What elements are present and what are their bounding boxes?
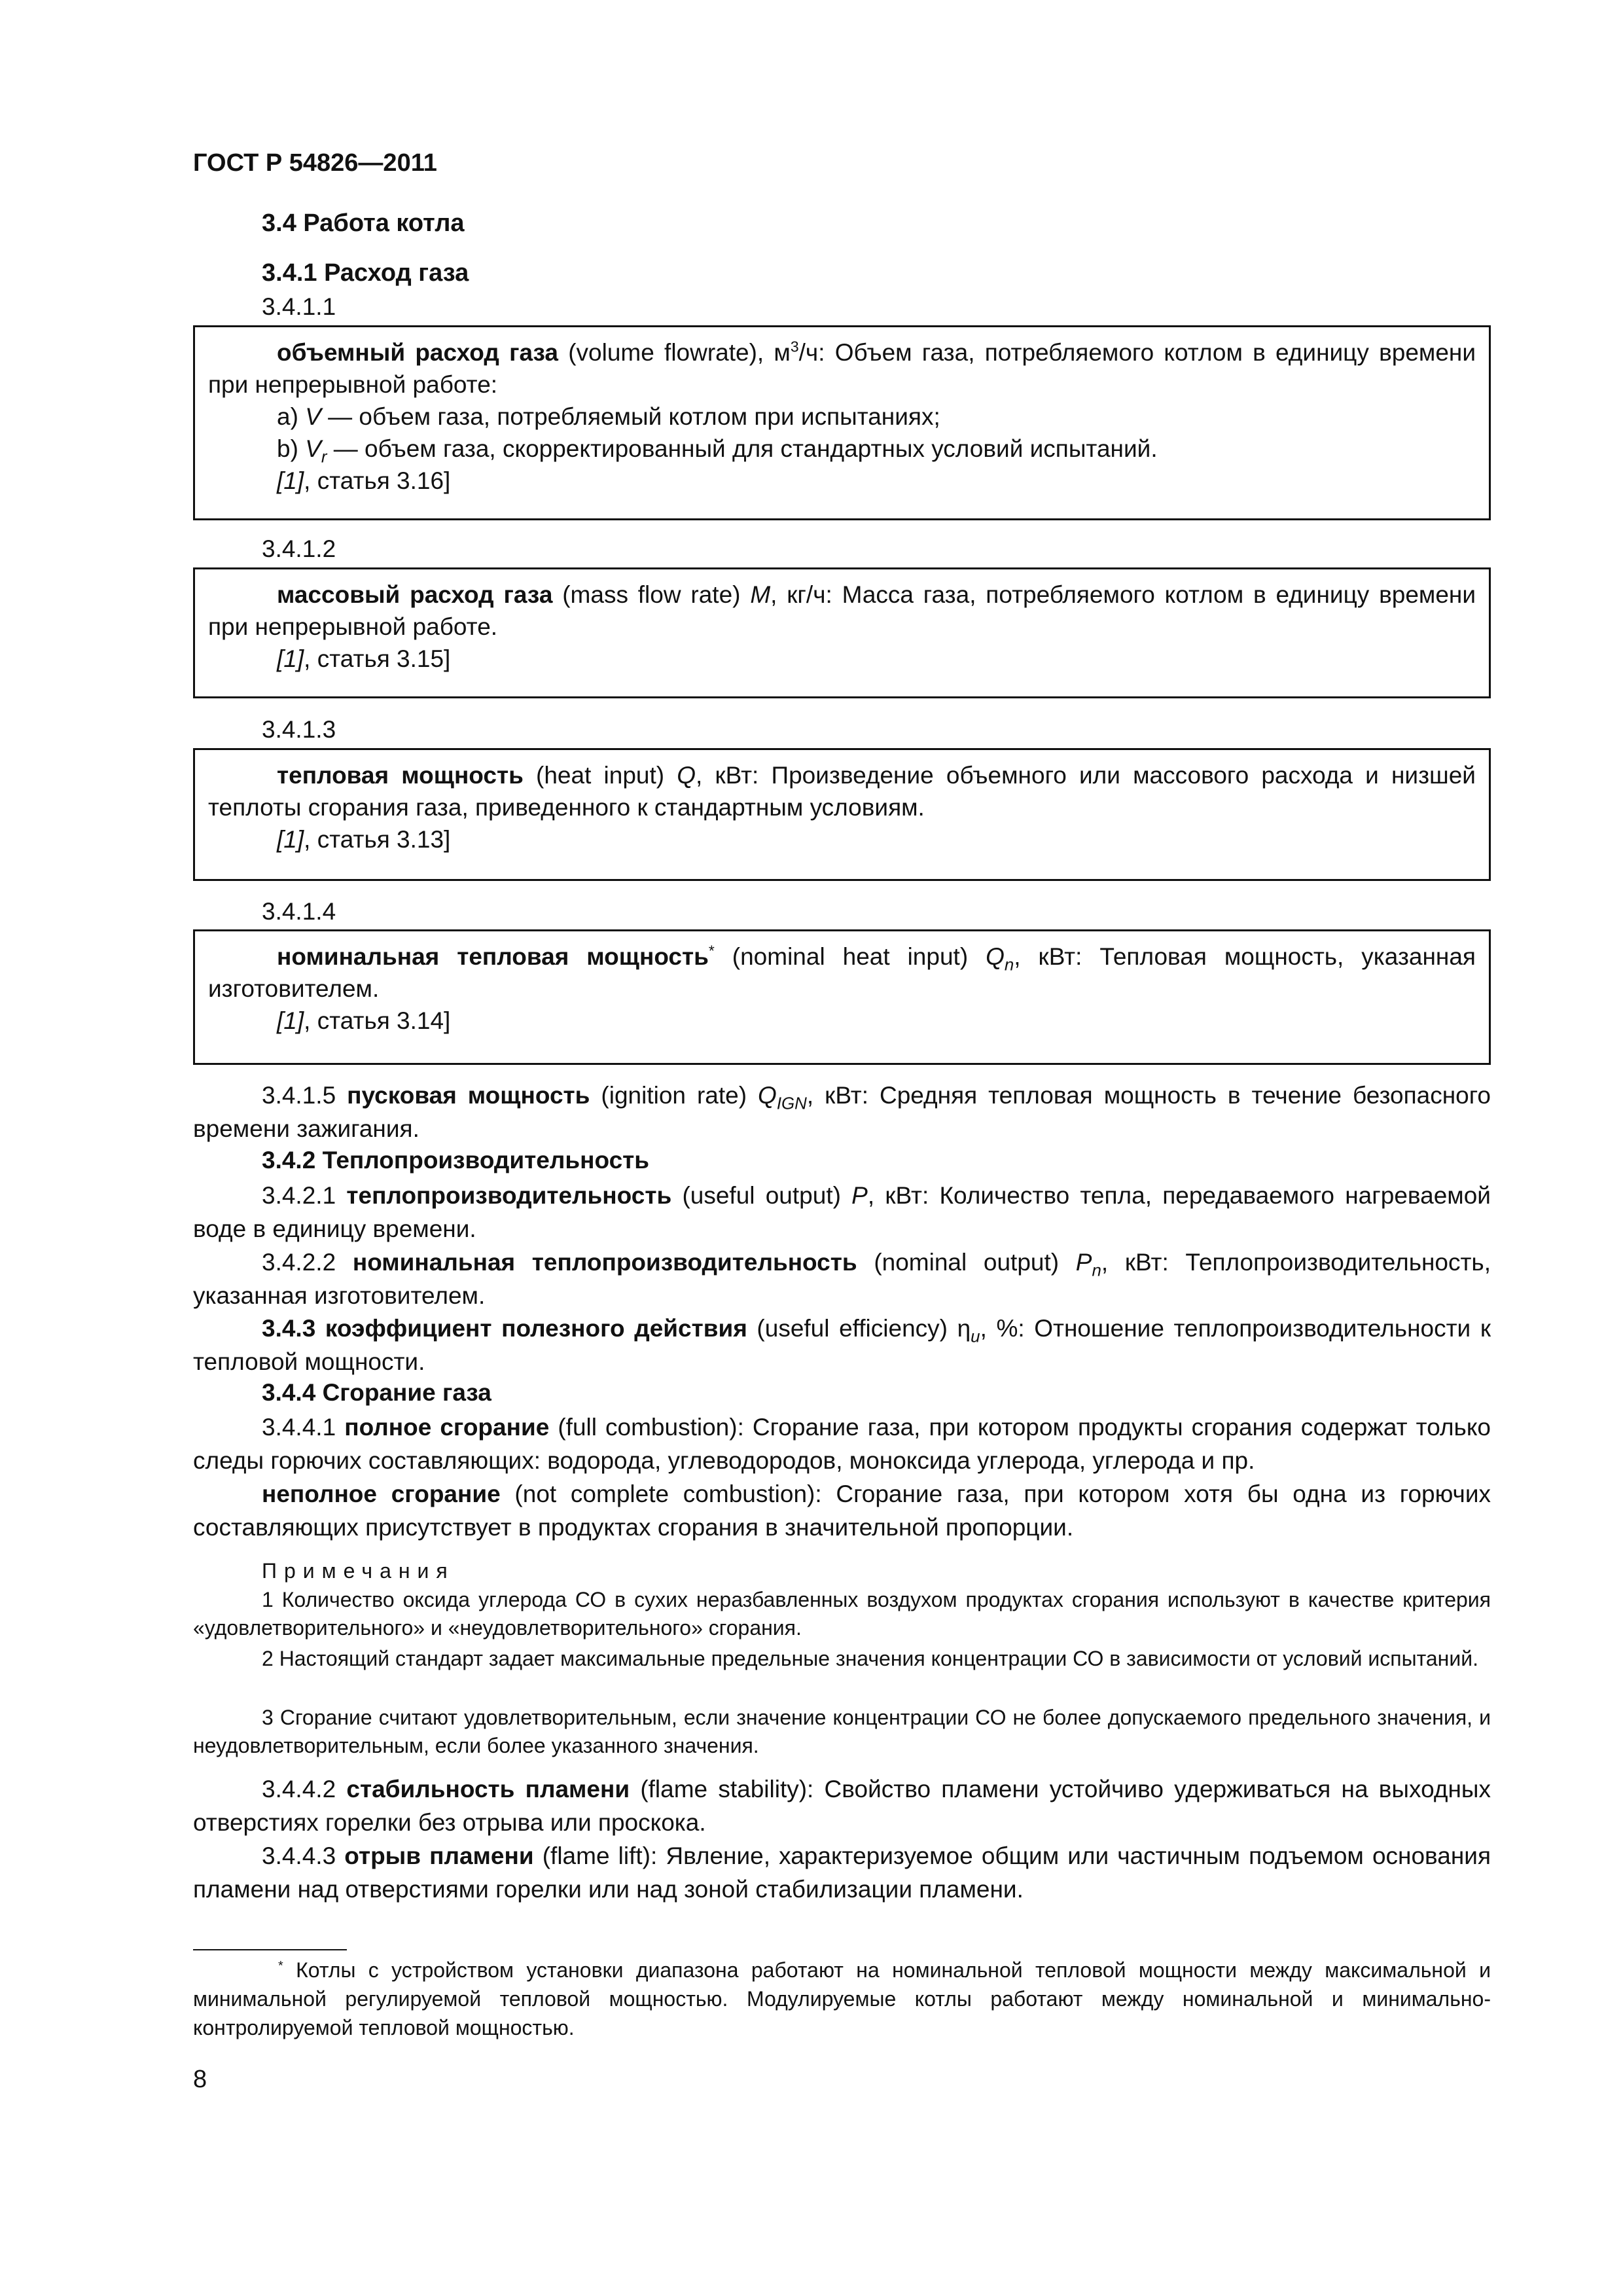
term-paragraph-useful-efficiency: [193, 1312, 1491, 1378]
term-definition: [208, 941, 1476, 1005]
list-item-text: — объем газа, скорректированный для стандартных условий испытаний.: [327, 435, 1158, 462]
term-definition-text: : Сгорание газа, при котором хотя бы одна из горючих составляющих присутствует в продуктах сгорания в значительной пропорции.: [193, 1480, 1491, 1541]
reference-source: [1]: [277, 467, 304, 494]
term-name: стабильность пламени: [346, 1776, 630, 1803]
term-box-nominal-heat-input: [193, 929, 1491, 1065]
term-box-volume-flowrate: [193, 325, 1491, 520]
term-english: (heat input): [523, 762, 677, 789]
term-paragraph-full-combustion: [193, 1410, 1491, 1477]
symbol: V: [305, 435, 321, 462]
symbol-subscript: u: [971, 1327, 980, 1346]
term-definition-text: : Сгорание газа, при котором продукты сгорания содержат только следы горючих составляющих: водорода, углеводородов, моноксида углерода, углерода и пр.: [193, 1414, 1491, 1474]
footnote-marker: *: [278, 1958, 283, 1973]
term-english: (not complete combustion): [500, 1480, 815, 1507]
note-item: 3 Сгорание считают удовлетворительным, если значение концентрации СО не более допускаемого предельного значения, и неудовлетворительным, если более указанного значения.: [193, 1706, 1491, 1757]
term-definition-text: , кВт: Средняя тепловая мощность в течение безопасного времени зажигания.: [193, 1082, 1491, 1142]
term-definition-text: /ч: Объем газа, потребляемого котлом в единицу времени при непрерывной работе:: [208, 339, 1476, 398]
term-english: (useful output): [671, 1182, 852, 1209]
term-english: (volume flowrate), м: [558, 339, 791, 366]
reference-article: , статья 3.16]: [304, 467, 451, 494]
term-name: объемный расход газа: [277, 339, 558, 366]
symbol-subscript: n: [1092, 1261, 1101, 1280]
list-item-text: — объем газа, потребляемый котлом при испытаниях;: [321, 403, 940, 430]
note-item: 2 Настоящий стандарт задает максимальные предельные значения концентрации СО в зависимости от условий испытаний.: [262, 1647, 1478, 1670]
reference-source: [1]: [277, 826, 304, 853]
section-heading-3-4-2: 3.4.2 Теплопроизводительность: [262, 1147, 650, 1174]
symbol: η: [957, 1315, 971, 1342]
term-definition: [208, 336, 1476, 401]
term-paragraph-nominal-output: [193, 1246, 1491, 1312]
term-name: неполное сгорание: [262, 1480, 501, 1507]
notes-title: Примечания: [262, 1559, 455, 1583]
term-english: (mass flow rate): [552, 581, 751, 608]
term-number: 3.4.1.3: [262, 716, 336, 743]
term-definition-text: : Явление, характеризуемое общим или частичным подъемом основания пламени над отверстиями горелки или над зоной стабилизации пламени.: [193, 1842, 1491, 1903]
section-heading-3-4-4: 3.4.4 Сгорание газа: [262, 1379, 491, 1406]
term-paragraph-incomplete-combustion: [193, 1477, 1491, 1544]
reference: [208, 465, 1476, 497]
reference-source: [1]: [277, 645, 304, 672]
term-paragraph-ignition-rate: [193, 1079, 1491, 1145]
reference-article: , статья 3.14]: [304, 1007, 451, 1034]
term-number: 3.4.4.3: [262, 1842, 345, 1869]
term-english: (nominal output): [857, 1249, 1076, 1276]
term-english: (full combustion): [549, 1414, 738, 1441]
footnote-marker: *: [708, 942, 715, 960]
note-item: 1 Количество оксида углерода СО в сухих неразбавленных воздухом продуктах сгорания используют в качестве критерия «удовлетворительного» и «неудовлетворительного» сгорания.: [193, 1588, 1491, 1640]
term-paragraph-flame-stability: [193, 1772, 1491, 1839]
term-english: (flame lift): [533, 1842, 651, 1869]
unit-superscript: 3: [790, 338, 799, 355]
term-number: 3.4.4.2: [262, 1776, 347, 1803]
term-english: (useful efficiency): [747, 1315, 957, 1342]
term-definition-text: , кг/ч: Масса газа, потребляемого котлом в единицу времени при непрерывной работе.: [208, 581, 1476, 640]
term-name: номинальная теплопроизводительность: [352, 1249, 857, 1276]
symbol: Q: [758, 1082, 777, 1109]
list-item-prefix: a): [277, 403, 306, 430]
term-english: (flame stability): [630, 1776, 808, 1803]
footnote-text: Котлы с устройством установки диапазона работают на номинальной тепловой мощности между максимальной и минимальной регулируемой тепловой мощностью. Модулируемые котлы работают между номинальной и минимально-контролируемой тепловой мощностью.: [193, 1958, 1491, 2039]
term-number: 3.4.1.1: [262, 293, 336, 320]
term-definition: [208, 759, 1476, 823]
symbol: P: [851, 1182, 868, 1209]
term-name: номинальная тепловая мощность: [277, 943, 709, 970]
symbol-subscript: IGN: [776, 1094, 807, 1113]
term-definition-text: , кВт: Произведение объемного или массового расхода и низшей теплоты сгорания газа, приведенного к стандартным условиям.: [208, 762, 1476, 821]
term-definition-text: , кВт: Тепловая мощность, указанная изготовителем.: [208, 943, 1476, 1002]
list-item-prefix: b): [277, 435, 306, 462]
reference-source: [1]: [277, 1007, 304, 1034]
section-heading-3-4: 3.4 Работа котла: [262, 209, 465, 237]
term-name: отрыв пламени: [344, 1842, 534, 1869]
term-name: теплопроизводительность: [346, 1182, 672, 1209]
term-number: 3.4.1.5: [262, 1082, 348, 1109]
footnote: [193, 1956, 1491, 2042]
term-name: тепловая мощность: [277, 762, 524, 789]
term-number: 3.4.2.2: [262, 1249, 353, 1276]
term-paragraph-flame-lift: [193, 1839, 1491, 1906]
list-item-a: [208, 401, 1476, 433]
term-box-mass-flow-rate: [193, 567, 1491, 698]
term-box-heat-input: [193, 748, 1491, 881]
reference: [208, 643, 1476, 675]
term-definition-text: : Свойство пламени устойчиво удерживаться на выходных отверстиях горелки без отрыва или проскока.: [193, 1776, 1491, 1836]
term-name: полное сгорание: [344, 1414, 550, 1441]
symbol: V: [305, 403, 321, 430]
term-number: 3.4.1.4: [262, 898, 336, 925]
symbol-subscript: r: [321, 448, 327, 467]
reference: [208, 1005, 1476, 1037]
term-number: 3.4.4.1: [262, 1414, 345, 1441]
symbol: M: [750, 581, 771, 608]
term-number: 3.4.2.1: [262, 1182, 347, 1209]
term-definition-text: , кВт: Количество тепла, передаваемого нагреваемой воде в единицу времени.: [193, 1182, 1491, 1242]
term-name: 3.4.3 коэффициент полезного действия: [262, 1315, 747, 1342]
symbol: Q: [677, 762, 696, 789]
term-name: массовый расход газа: [277, 581, 553, 608]
term-english: (nominal heat input): [714, 943, 986, 970]
term-paragraph-useful-output: [193, 1179, 1491, 1246]
term-definition-text: , %: Отношение теплопроизводительности к тепловой мощности.: [193, 1315, 1491, 1375]
footnote-divider: [193, 1949, 347, 1950]
section-heading-3-4-1: 3.4.1 Расход газа: [262, 259, 469, 287]
term-number: 3.4.1.2: [262, 535, 336, 562]
term-name: пусковая мощность: [347, 1082, 590, 1109]
page-number: 8: [193, 2066, 207, 2093]
reference: [208, 823, 1476, 855]
symbol: Q: [986, 943, 1005, 970]
term-english: (ignition rate): [590, 1082, 758, 1109]
term-definition: [208, 579, 1476, 643]
list-item-b: [208, 433, 1476, 465]
symbol-subscript: n: [1004, 956, 1014, 975]
document-code: ГОСТ Р 54826—2011: [193, 149, 437, 177]
reference-article: , статья 3.15]: [304, 645, 451, 672]
reference-article: , статья 3.13]: [304, 826, 451, 853]
symbol: P: [1075, 1249, 1092, 1276]
term-definition-text: , кВт: Теплопроизводительность, указанная изготовителем.: [193, 1249, 1491, 1309]
